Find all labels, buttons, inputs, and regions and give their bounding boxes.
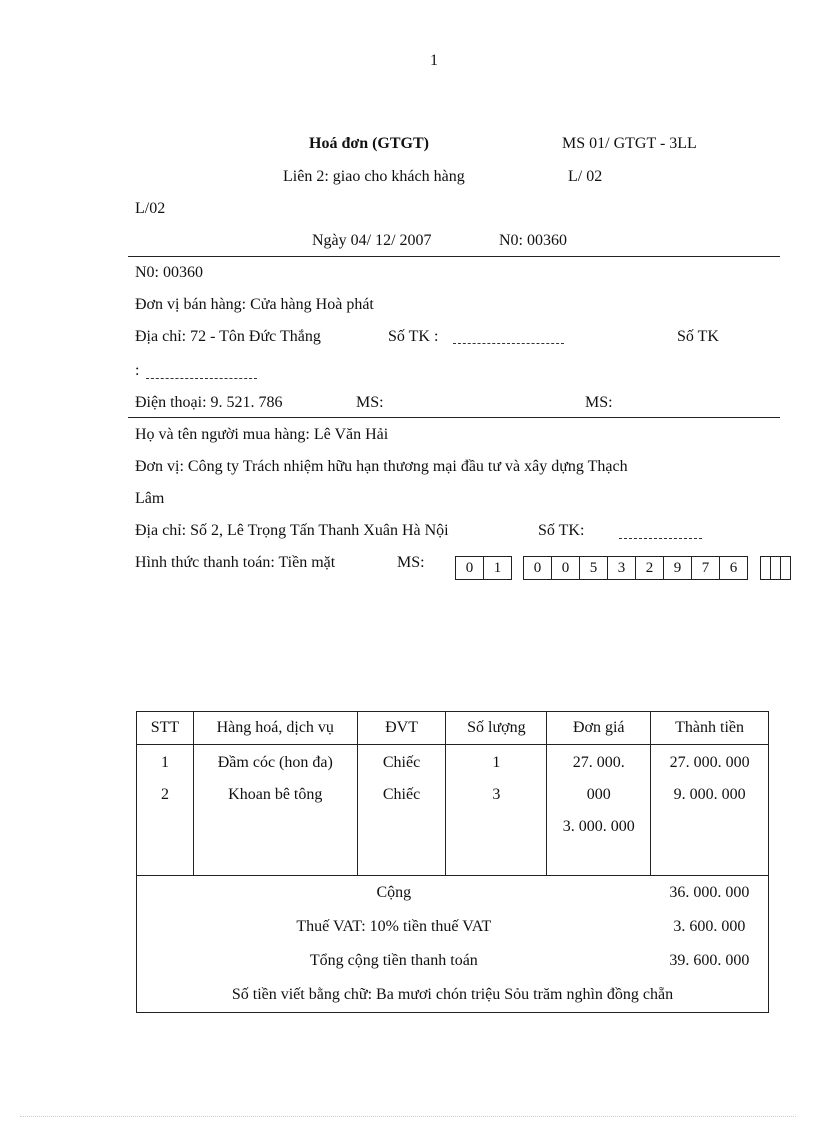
tax-digit: 0 [524,557,552,579]
unit-cell [357,745,446,876]
seller-unit: Đơn vị bán hàng: Cửa hàng Hoà phát [135,296,374,313]
price-line: 3. 000. 000 [562,818,635,835]
invoice-number: N0: 00360 [499,232,567,249]
subtotal-row [137,876,769,911]
item-cell [193,745,357,876]
buyer-account-blank [619,538,702,539]
seller-account-label-2: Số TK [677,328,719,345]
amount-in-words-row [137,978,769,1013]
invoice-title: Hoá đơn (GTGT) [309,135,429,152]
buyer-ms-label: MS: [397,554,425,571]
divider [128,417,780,418]
row-unit: Chiếc [382,754,421,771]
tax-digit: 3 [608,557,636,579]
table-header-row [137,712,769,745]
seller-ms-label: MS: [356,394,384,411]
price-cell [547,745,651,876]
tax-digit: 1 [493,560,502,576]
buyer-address: Địa chỉ: Số 2, Lê Trọng Tấn Thanh Xuân Hà Nội [135,522,449,539]
payment-method: Hình thức thanh toán: Tiền mặt [135,554,336,571]
seller-account-blank-2 [146,378,257,379]
seller-number: N0: 00360 [135,264,203,281]
stt-cell [137,745,194,876]
buyer-name: Họ và tên người mua hàng: Lê Văn Hải [135,426,389,443]
tax-code-empty-boxes [760,556,791,578]
seller-address: Địa chỉ: 72 - Tôn Đức Thắng [135,328,321,345]
seller-phone: Điện thoại: 9. 521. 786 [135,394,283,411]
col-header-qty: Số lượng [446,712,547,745]
col-header-price: Đơn giá [547,712,651,745]
form-code: MS 01/ GTGT - 3LL [562,135,697,152]
price-line: 000 [586,786,611,803]
invoice-table [136,711,769,1013]
tax-digit: 2 [636,557,664,579]
col-header-unit: ĐVT [357,712,446,745]
col-header-total: Thành tiền [651,712,769,745]
copy-code-left: L/02 [135,200,166,217]
col-header-stt: STT [137,712,194,745]
col-header-item: Hàng hoá, dịch vụ [193,712,357,745]
tax-digit: 0 [456,557,484,579]
grand-total-row [137,944,769,978]
tax-digit: 9 [664,557,692,579]
total-cell [651,745,769,876]
tax-digit: 5 [580,557,608,579]
row-item: Khoan bê tông [228,786,323,803]
grand-total-value: 39. 600. 000 [651,944,769,978]
price-line: 27. 000. [572,754,625,771]
table-items-row [137,745,769,876]
row-total: 27. 000. 000 [669,754,750,771]
seller-ms-label-2: MS: [585,394,613,411]
row-total: 9. 000. 000 [673,786,746,803]
tax-digit: 0 [552,557,580,579]
copy-label: Liên 2: giao cho khách hàng [283,168,465,185]
tax-code-box-b [523,556,748,580]
row-unit: Chiếc [382,786,421,803]
tax-code-box-a [455,556,512,580]
empty-box [760,556,770,580]
amount-in-words: Số tiền viết bằng chữ: Ba mươi chón triệu Sỏu trăm nghìn đồng chẵn [137,978,769,1013]
subtotal-value: 36. 000. 000 [651,876,769,911]
row-qty: 1 [492,754,501,771]
row-stt: 1 [160,754,169,771]
seller-account-colon: : [135,362,140,379]
row-item: Đầm cóc (hon đa) [217,754,333,771]
buyer-unit-cont: Lâm [135,490,165,507]
tax-digit: 6 [729,560,738,576]
seller-account-blank [453,343,564,344]
divider [128,256,780,257]
row-qty: 3 [492,786,501,803]
subtotal-label: Cộng [137,876,651,911]
tax-digit: 7 [692,557,720,579]
seller-account-label: Số TK : [388,328,439,345]
copy-code: L/ 02 [568,168,603,185]
buyer-account-label: Số TK: [538,522,585,539]
empty-box [770,556,780,580]
invoice-date: Ngày 04/ 12/ 2007 [312,232,432,249]
vat-label: Thuế VAT: 10% tiền thuế VAT [137,910,651,944]
page-bottom-edge [20,1116,796,1117]
row-stt: 2 [160,786,169,803]
empty-box [780,556,791,580]
vat-row [137,910,769,944]
buyer-unit: Đơn vị: Công ty Trách nhiệm hữu hạn thương mại đầu tư và xây dựng Thạch [135,458,628,475]
grand-total-label: Tổng cộng tiền thanh toán [137,944,651,978]
page-number: 1 [430,52,438,69]
qty-cell [446,745,547,876]
vat-value: 3. 600. 000 [651,910,769,944]
